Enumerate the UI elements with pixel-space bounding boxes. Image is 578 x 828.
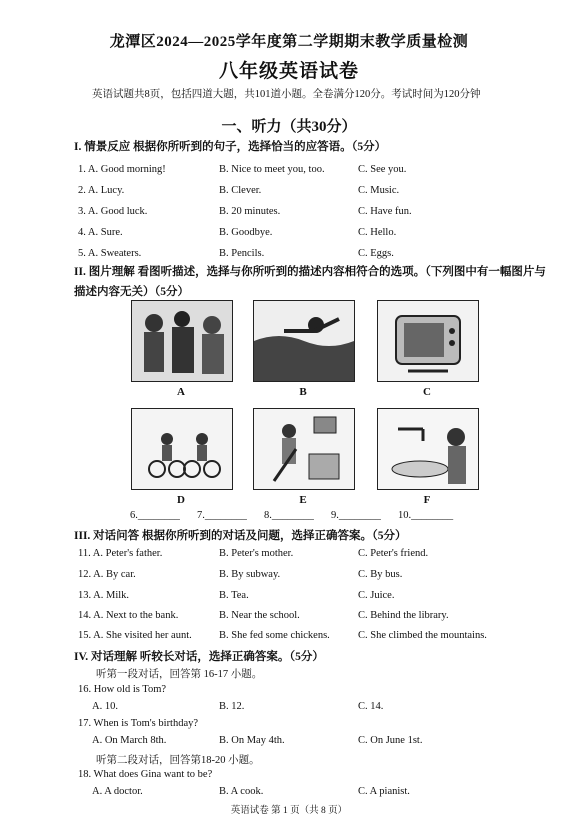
picture-e	[253, 408, 355, 490]
q18-option-c: C. A pianist.	[358, 786, 410, 797]
exam-intro: 英语试题共8页，包括四道大题，共101道小题。全卷满分120分。考试时间为120分钟	[92, 89, 481, 100]
page-footer: 英语试卷 第 1 页（共 8 页）	[230, 806, 348, 816]
dialog2-instruction: 听第二段对话，回答第18-20 小题。	[96, 755, 260, 766]
swimmer-icon	[254, 301, 354, 381]
q11-option-b: B. Peter's mother.	[219, 548, 294, 559]
part4-heading: IV. 对话理解 听较长对话，选择正确答案。（5分）	[74, 651, 324, 663]
answer-blank-7[interactable]: 7.________	[197, 510, 247, 521]
q18-option-b: B. A cook.	[219, 786, 264, 797]
part3-heading: III. 对话问答 根据你所听到的对话及问题，选择正确答案。（5分）	[74, 530, 407, 542]
answer-blank-10[interactable]: 10.________	[398, 510, 454, 521]
q17-text: 17. When is Tom's birthday?	[78, 718, 199, 729]
q4-option-b: B. Goodbye.	[219, 227, 273, 238]
q3-option-c: C. Have fun.	[358, 206, 412, 217]
q2-option-b: B. Clever.	[219, 185, 262, 196]
q3-option-a: 3. A. Good luck.	[78, 206, 148, 217]
q5-option-b: B. Pencils.	[219, 248, 265, 259]
q1-option-b: B. Nice to meet you, too.	[219, 164, 325, 175]
q12-option-c: C. By bus.	[358, 569, 403, 580]
q11-option-c: C. Peter's friend.	[358, 548, 429, 559]
q12-option-b: B. By subway.	[219, 569, 281, 580]
q18-option-a: A. A doctor.	[92, 786, 143, 797]
q4-option-a: 4. A. Sure.	[78, 227, 123, 238]
q16-option-b: B. 12.	[219, 701, 245, 712]
answer-blank-8[interactable]: 8.________	[264, 510, 314, 521]
q1-option-a: 1. A. Good morning!	[78, 164, 166, 175]
q1-option-c: C. See you.	[358, 164, 407, 175]
q14-option-b: B. Near the school.	[219, 610, 300, 621]
picture-f-label: F	[423, 494, 431, 506]
q15-option-b: B. She fed some chickens.	[219, 630, 330, 641]
q13-option-a: 13. A. Milk.	[78, 590, 130, 601]
q14-option-a: 14. A. Next to the bank.	[78, 610, 179, 621]
q2-option-c: C. Music.	[358, 185, 400, 196]
q16-option-a: A. 10.	[92, 701, 118, 712]
picture-d	[131, 408, 233, 490]
q4-option-c: C. Hello.	[358, 227, 397, 238]
picture-c	[377, 300, 479, 382]
q17-option-c: C. On June 1st.	[358, 735, 423, 746]
answer-blank-9[interactable]: 9.________	[331, 510, 381, 521]
picture-e-label: E	[299, 494, 307, 506]
picture-a	[131, 300, 233, 382]
q2-option-a: 2. A. Lucy.	[78, 185, 125, 196]
picture-b	[253, 300, 355, 382]
q13-option-c: C. Juice.	[358, 590, 395, 601]
answer-blank-6[interactable]: 6.________	[130, 510, 180, 521]
q14-option-c: C. Behind the library.	[358, 610, 449, 621]
television-icon	[378, 301, 478, 381]
part1-heading: I. 情景反应 根据你所听到的句子，选择恰当的应答语。（5分）	[74, 141, 387, 153]
q16-text: 16. How old is Tom?	[78, 684, 167, 695]
picture-c-label: C	[423, 386, 431, 398]
q13-option-b: B. Tea.	[219, 590, 249, 601]
q15-option-a: 15. A. She visited her aunt.	[78, 630, 192, 641]
q16-option-c: C. 14.	[358, 701, 384, 712]
washing-hands-icon	[378, 409, 478, 489]
exam-title: 龙潭区2024—2025学年度第二学期期末教学质量检测	[109, 34, 469, 50]
people-group-icon	[132, 301, 232, 381]
dialog1-instruction: 听第一段对话，回答第 16-17 小题。	[96, 669, 263, 680]
picture-a-label: A	[177, 386, 185, 398]
cleaning-icon	[254, 409, 354, 489]
q17-option-b: B. On May 4th.	[219, 735, 285, 746]
q18-text: 18. What does Gina want to be?	[78, 769, 213, 780]
q15-option-c: C. She climbed the mountains.	[358, 630, 487, 641]
picture-b-label: B	[299, 386, 307, 398]
part2-heading: II. 图片理解 看图听描述，选择与你所听到的描述内容相符合的选项。（下列图中有一幅图片与描述内容无关）（5分）	[74, 266, 546, 298]
q12-option-a: 12. A. By car.	[78, 569, 136, 580]
q3-option-b: B. 20 minutes.	[219, 206, 281, 217]
picture-f	[377, 408, 479, 490]
picture-d-label: D	[177, 494, 185, 506]
q17-option-a: A. On March 8th.	[92, 735, 167, 746]
q11-option-a: 11. A. Peter's father.	[78, 548, 163, 559]
section-heading: 一、听力（共30分）	[221, 119, 357, 135]
q5-option-a: 5. A. Sweaters.	[78, 248, 142, 259]
q5-option-c: C. Eggs.	[358, 248, 394, 259]
exam-subtitle: 八年级英语试卷	[218, 61, 359, 82]
cyclists-icon	[132, 409, 232, 489]
